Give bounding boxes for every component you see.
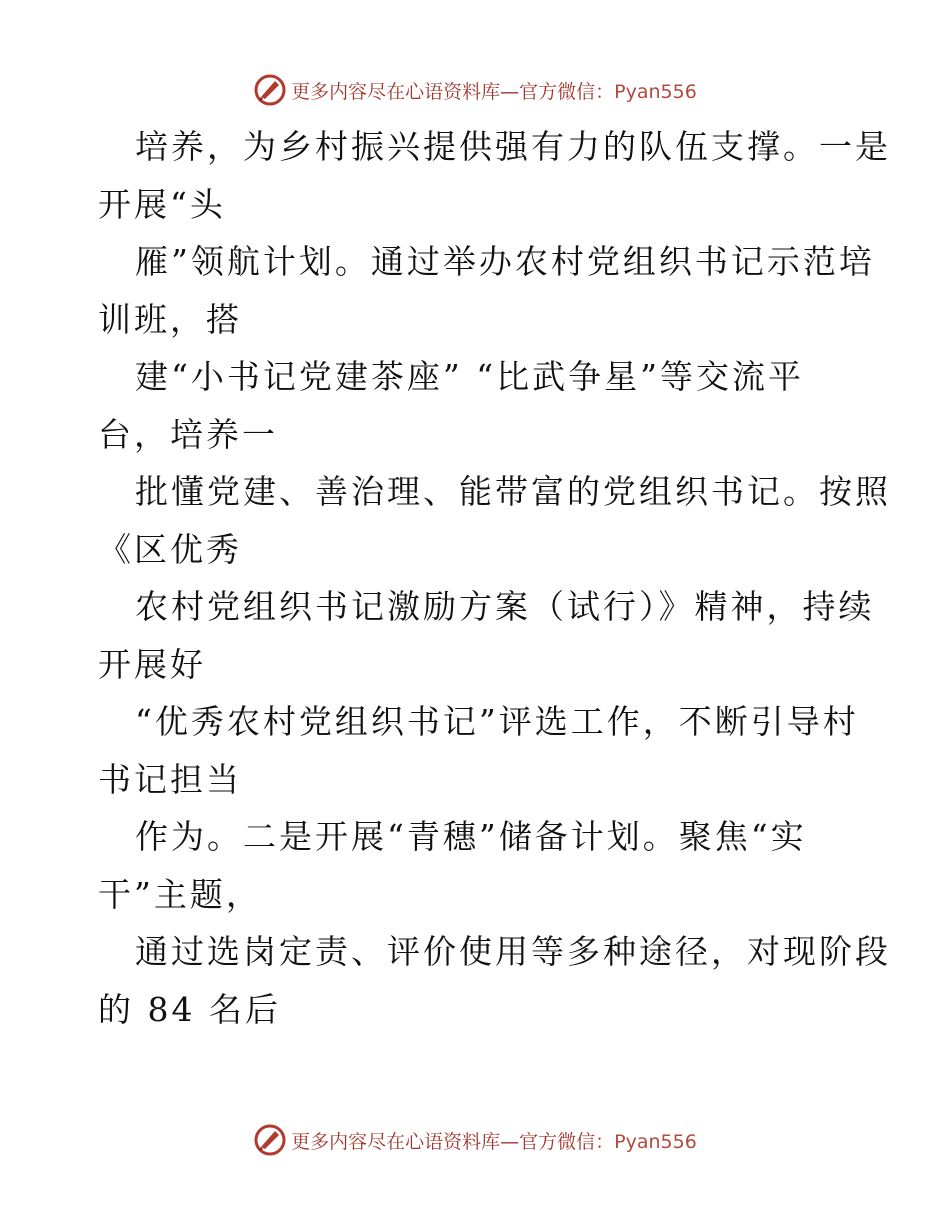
text-line: 开展好 [98,644,206,684]
pen-logo-icon [253,1123,287,1157]
text-line: 《区优秀 [98,529,242,569]
text-line: 书记担当 [98,759,242,799]
banner-text: 更多内容尽在心语资料库—官方微信：Pyan556 [291,1130,697,1153]
text-line: 农村党组织书记激励方案（试行）》精神，持续 [135,587,875,626]
text-line: 干”主题， [98,874,262,914]
wechat-id: Pyan556 [614,1130,697,1153]
footer-banner [0,1120,950,1160]
text-line: “优秀农村党组织书记”评选工作，不断引导村 [135,702,859,741]
header-banner [0,70,950,110]
text-line: 建“小书记党建茶座” “比武争星”等交流平 [135,357,804,396]
document-body [98,118,891,1038]
pen-logo-icon [253,73,287,107]
text-line: 台，培养一 [98,414,278,454]
wechat-id: Pyan556 [614,80,697,103]
text-line: 的 84 名后 [98,989,281,1029]
text-line: 作为。二是开展“青穗”储备计划。聚焦“实 [135,817,807,856]
text-line: 批懂党建、善治理、能带富的党组织书记。按照 [135,472,891,511]
text-line: 通过选岗定责、评价使用等多种途径，对现阶段 [135,932,891,971]
banner-text: 更多内容尽在心语资料库—官方微信：Pyan556 [291,80,697,103]
text-line: 开展“头 [98,184,226,224]
text-line: 雁”领航计划。通过举办农村党组织书记示范培 [135,242,875,281]
text-line: 训班，搭 [98,299,242,339]
text-line: 培养，为乡村振兴提供强有力的队伍支撑。一是 [135,127,891,166]
